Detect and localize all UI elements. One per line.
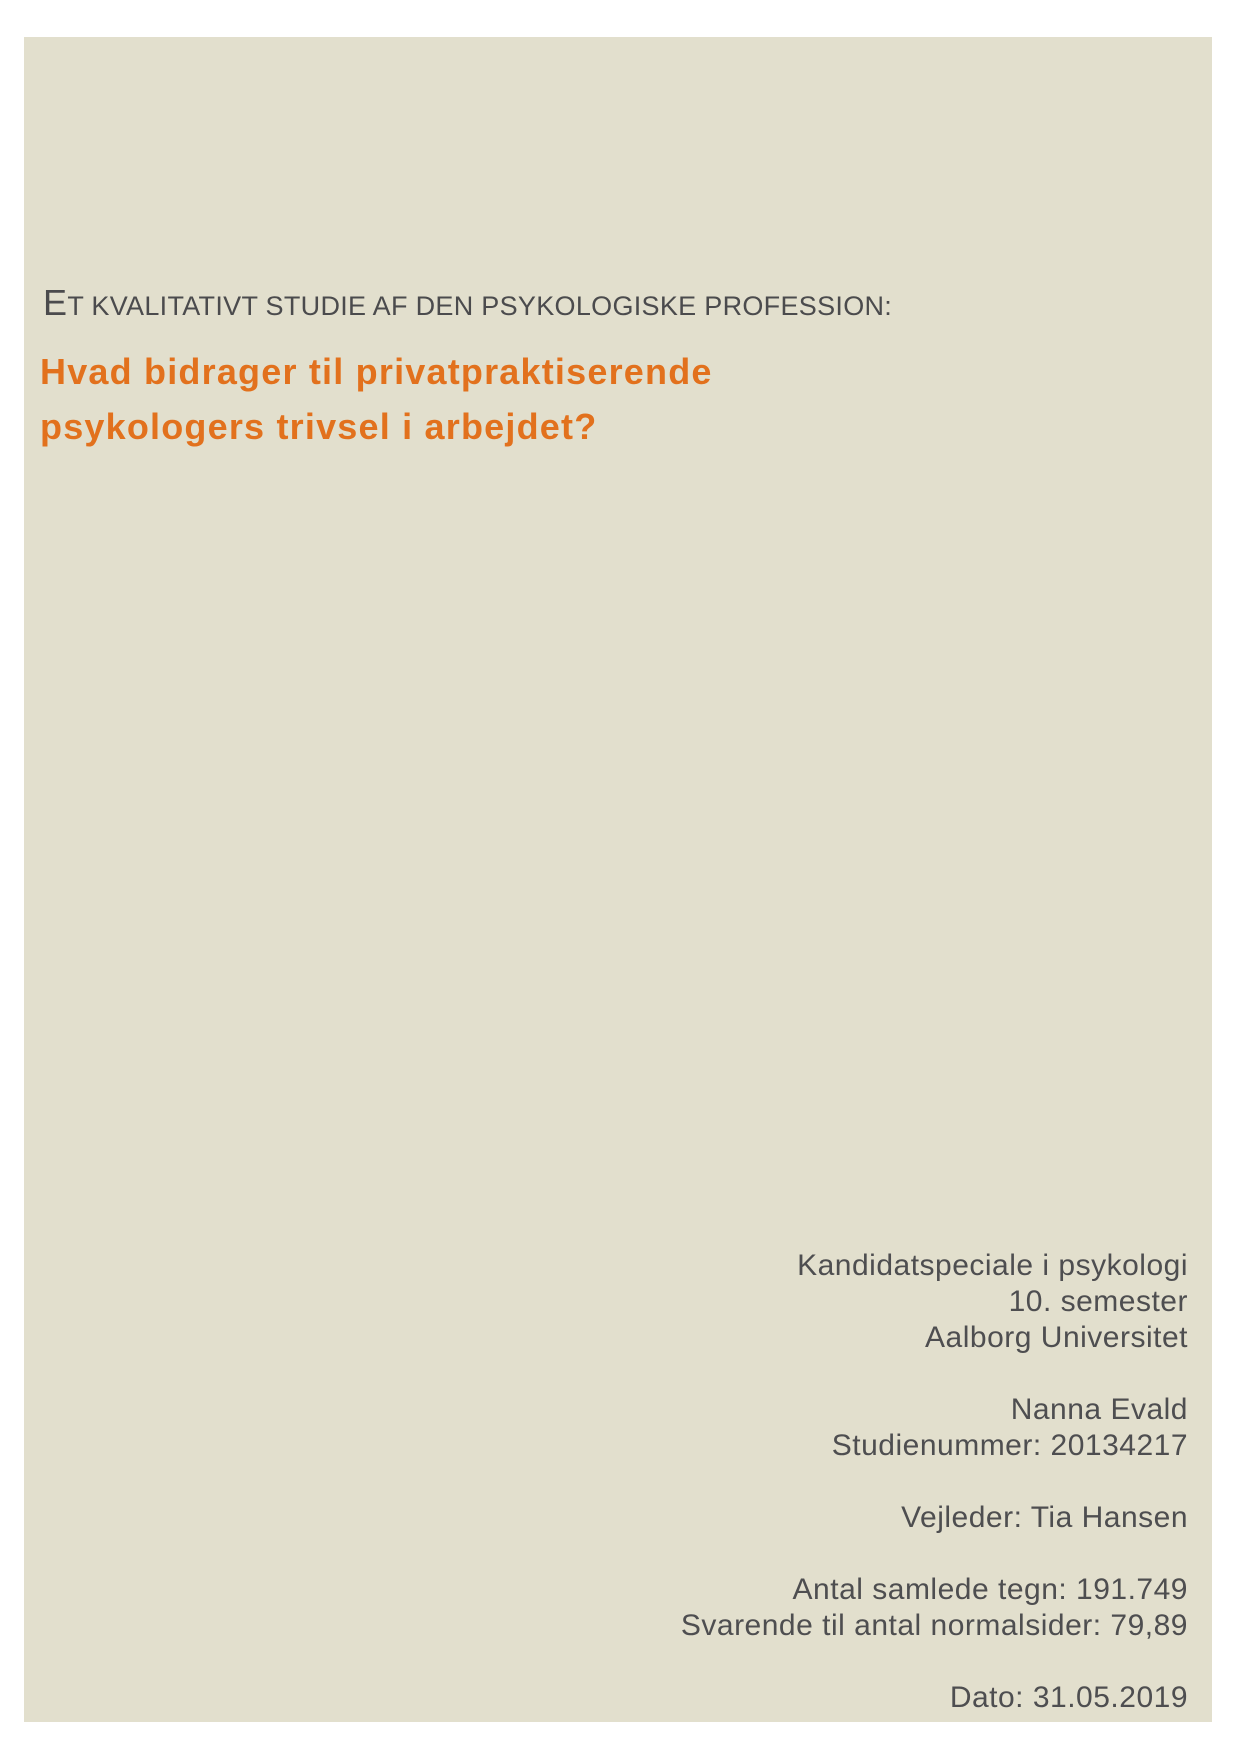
semester-line: 10. semester: [1008, 1285, 1188, 1318]
university-line: Aalborg Universitet: [925, 1321, 1188, 1354]
character-count-line: Antal samlede tegn: 191.749: [792, 1573, 1188, 1606]
cover-panel: [24, 37, 1212, 1722]
thesis-kicker: ET KVALITATIVT STUDIE AF DEN PSYKOLOGISKE PROFESSION:: [43, 282, 893, 323]
supervisor-info-group: [40, 1500, 1188, 1536]
info-block: [40, 1248, 1188, 1716]
thesis-title: [40, 344, 1184, 454]
thesis-title-line-1: Hvad bidrager til privatpraktiserende: [40, 351, 713, 392]
program-info-group: [40, 1248, 1188, 1356]
date-info-group: [40, 1680, 1188, 1716]
author-line: Nanna Evald: [1010, 1393, 1188, 1426]
program-line: Kandidatspeciale i psykologi: [797, 1249, 1188, 1282]
supervisor-line: Vejleder: Tia Hansen: [901, 1501, 1188, 1534]
thesis-title-line-2: psykologers trivsel i arbejdet?: [40, 406, 598, 447]
date-line: Dato: 31.05.2019: [949, 1681, 1188, 1714]
length-info-group: [40, 1572, 1188, 1644]
author-info-group: [40, 1392, 1188, 1464]
title-block: [40, 283, 1184, 454]
normal-pages-line: Svarende til antal normalsider: 79,89: [680, 1609, 1188, 1642]
student-number-line: Studienummer: 20134217: [831, 1429, 1188, 1462]
